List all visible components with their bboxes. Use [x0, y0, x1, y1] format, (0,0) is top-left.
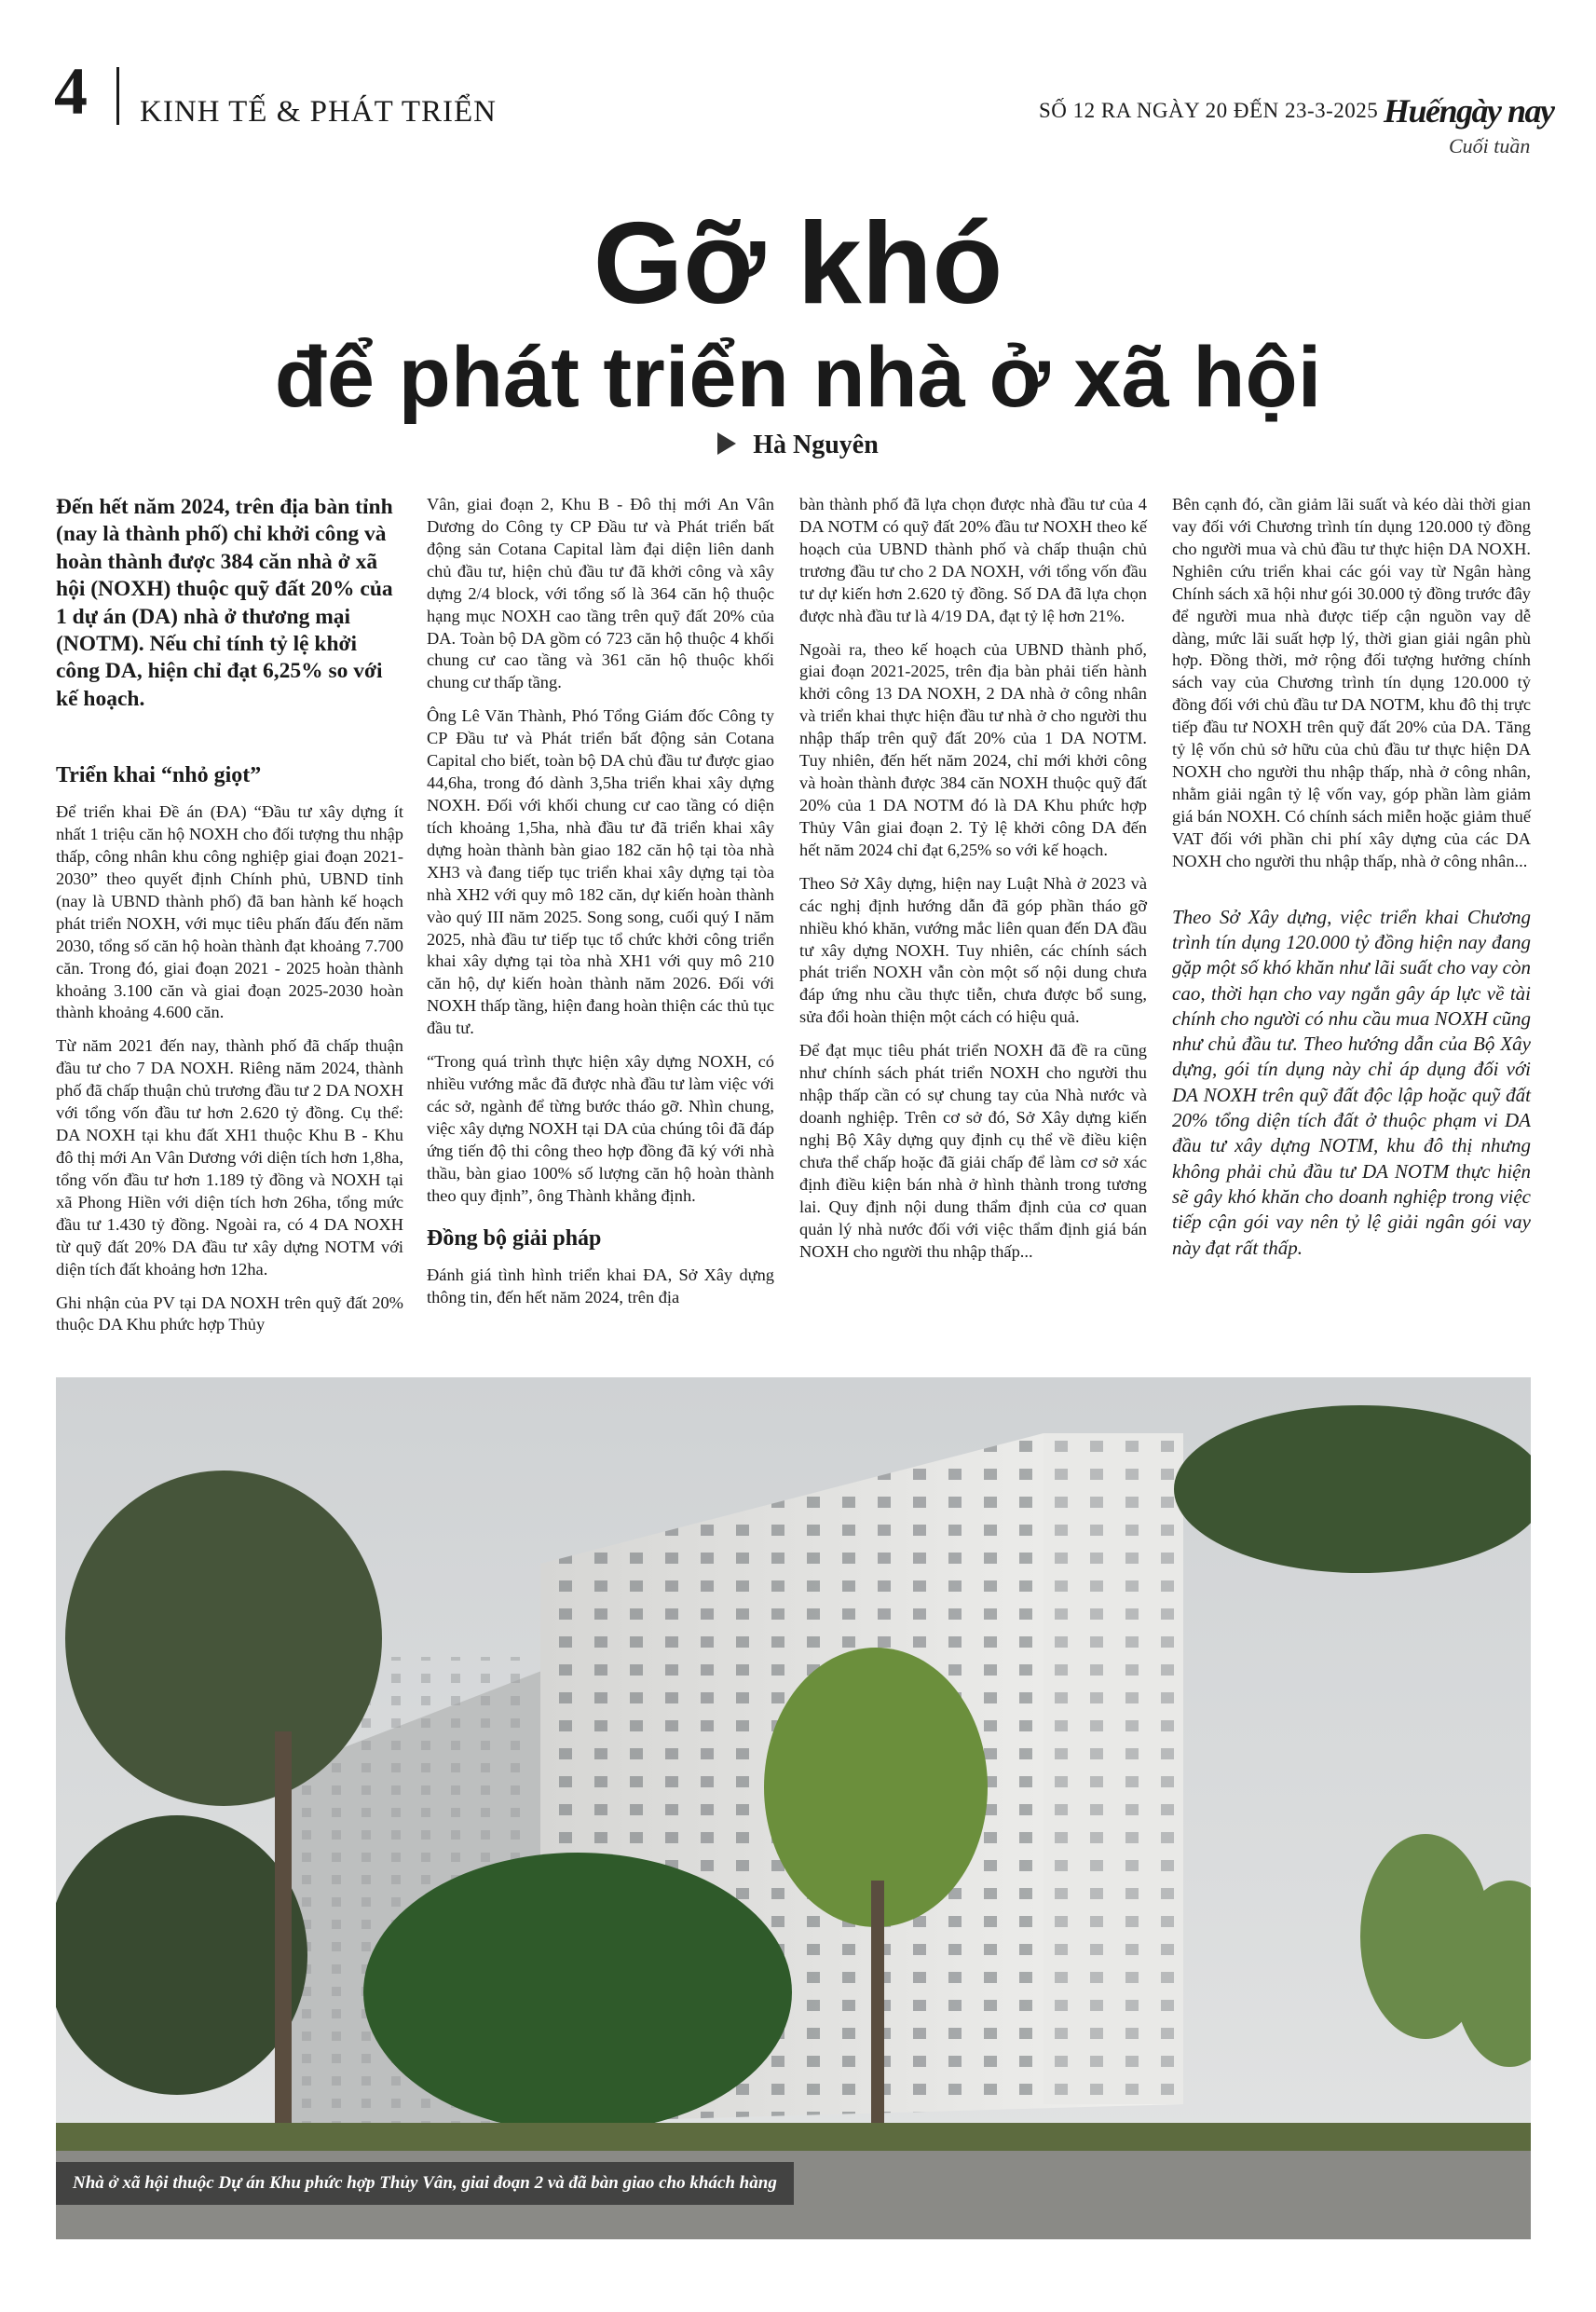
- article-column-2: [427, 494, 774, 1320]
- body-paragraph: Đánh giá tình hình triển khai ĐA, Sở Xây dựng thông tin, đến hết năm 2024, trên địa: [427, 1265, 774, 1306]
- body-paragraph: Ngoài ra, theo kế hoạch của UBND thành phố, giai đoạn 2021-2025, trên địa bàn phải tiến hành khởi công 13 DA NOXH, 2 DA nhà ở công nhân và triển khai thực hiện đầu tư nhà ở cho người thu nhập thấp trên quỹ đất 20% của 1 DA NOTM. Tuy nhiên, đến hết năm 2024, chỉ mới khởi công và hoàn thành được 384 căn NOXH thuộc quỹ đất 20% của 1 DA NOTM đó là DA Khu phức hợp Thủy Vân giai đoạn 2. Tỷ lệ khởi công DA đến hết năm 2024 chỉ đạt 6,25% so với kế hoạch.: [799, 639, 1147, 859]
- photo-caption: Nhà ở xã hội thuộc Dự án Khu phức hợp Thủy Vân, giai đoạn 2 và đã bàn giao cho khách hàng: [56, 2162, 794, 2205]
- issue-info: SỐ 12 RA NGÀY 20 ĐẾN 23-3-2025: [1039, 99, 1379, 122]
- article-photo: [56, 1377, 1531, 2239]
- subheading-1: Triển khai “nhỏ giọt”: [56, 763, 262, 787]
- body-paragraph: “Trong quá trình thực hiện xây dựng NOXH, có nhiều vướng mắc đã được nhà đầu tư làm việc với các sở, ngành để từng bước tháo gỡ. Nhìn chung, việc xây dựng NOXH tại DA của chúng tôi đã đáp ứng tiến độ thi công theo hợp đồng đã ký với nhà thầu, bàn giao 100% số lượng căn hộ hoàn thành theo quy định”, ông Thành khẳng định.: [427, 1052, 774, 1205]
- body-paragraph: Để triển khai Đề án (ĐA) “Đầu tư xây dựng ít nhất 1 triệu căn hộ NOXH cho đối tượng thu nhập thấp, công nhân khu công nghiệp giai đoạn 2021-2030” theo quyết định Chính phủ, UBND tỉnh (nay là UBND thành phố) đã ban hành kế hoạch phát triển NOXH, với mục tiêu phấn đấu đến năm 2030, tổng số căn hộ hoàn thành đạt khoảng 7.700 căn. Trong đó, giai đoạn 2021 - 2025 hoàn thành khoảng 3.100 căn và giai đoạn 2025-2030 hoàn thành khoảng 4.600 căn.: [56, 802, 403, 1022]
- headline-line-2: để phát triển nhà ở xã hội: [274, 330, 1322, 425]
- body-paragraph: Ghi nhận của PV tại DA NOXH trên quỹ đất 20% thuộc DA Khu phức hợp Thủy: [56, 1293, 403, 1334]
- section-title: KINH TẾ & PHÁT TRIỂN: [140, 95, 497, 129]
- pull-quote: Theo Sở Xây dựng, việc triển khai Chương trình tín dụng 120.000 tỷ đồng hiện nay đang gặp một số khó khăn như lãi suất cho vay còn cao, thời hạn cho vay ngắn gây áp lực về tài chính cho người có nhu cầu mua NOXH cũng như chủ đầu tư. Theo hướng dẫn của Bộ Xây dựng, gói tín dụng này chỉ áp dụng đối với DA NOXH trên quỹ đất độc lập hoặc quỹ đất 20% tổng diện tích đất ở thuộc phạm vi DA đầu tư xây dựng NOTM, khu đô thị nhưng không phải chủ đầu tư DA NOTM thực hiện sẽ gây khó khăn cho doanh nghiệp trong việc tiếp cận gói vay nên tỷ lệ giải ngân gói vay này đạt rất thấp.: [1172, 905, 1531, 1259]
- headline-line-1: Gỡ khó: [593, 199, 1003, 328]
- page-number: 4: [54, 54, 88, 129]
- body-paragraph: Vân, giai đoạn 2, Khu B - Đô thị mới An Vân Dương do Công ty CP Đầu tư và Phát triển bất động sản Cotana Capital làm đại diện liên danh chủ đầu tư, hiện chủ đầu tư đã khởi công và xây dựng 2/4 block, với tổng số là 364 căn hộ thuộc hạng mục NOXH cao tầng trên quỹ đất 20% của DA. Toàn bộ DA gồm có 723 căn hộ thuộc 4 khối chung cư cao tầng và 361 căn hộ thuộc khối chung cư thấp tầng.: [427, 495, 774, 692]
- building-photo-illustration: [56, 1377, 1531, 2239]
- play-triangle-icon: [717, 432, 736, 455]
- brand-logo: Huếngày nay: [1384, 92, 1554, 130]
- header-divider: [116, 67, 119, 125]
- body-paragraph: Ông Lê Văn Thành, Phó Tổng Giám đốc Công ty CP Đầu tư và Phát triển bất động sản Cotana Capital cho biết, toàn bộ DA chủ đầu tư được giao 44,6ha, trong đó dành 3,5ha triển khai xây dựng NOXH. Đối với khối chung cư cao tầng có diện tích khoảng 1,5ha, nhà đầu tư đã triển khai xây dựng hoàn thành bàn giao 182 căn hộ tại tòa nhà XH3 và đang tiếp tục triển khai xây dựng tại tòa nhà XH2 với quy mô 182 căn, dự kiến hoàn thành vào quý III năm 2025. Song song, cuối quý I năm 2025, nhà đầu tư tiếp tục tổ chức khởi công triển khai xây dựng tại tòa nhà XH1 với quy mô 210 căn hộ, dự kiến hoàn thành năm 2026. Đối với NOXH thấp tầng, hiện đang hoàn thiện các thủ tục đầu tư.: [427, 706, 774, 1038]
- article-column-1: [56, 494, 403, 1348]
- body-paragraph: Từ năm 2021 đến nay, thành phố đã chấp thuận đầu tư cho 7 DA NOXH. Riêng năm 2024, thành phố đã chấp thuận chủ trương đầu tư 2 DA NOXH với tổng vốn đầu tư hơn 2.620 tỷ đồng. Cụ thể: DA NOXH tại khu đất XH1 thuộc Khu B - Khu đô thị mới An Vân Dương với diện tích hơn 1,8ha, tổng vốn đầu tư hơn 1.189 tỷ đồng và NOXH tại xã Phong Hiền với diện tích hơn 26ha, tổng mức đầu tư 1.430 tỷ đồng. Ngoài ra, có 4 DA NOXH từ quỹ đất 20% DA đầu tư xây dựng NOTM với diện tích đất khoảng hơn 12ha.: [56, 1036, 403, 1279]
- brand-subtitle: Cuối tuần: [1449, 134, 1531, 157]
- author-name: Hà Nguyên: [753, 431, 879, 459]
- subheading-2: Đồng bộ giải pháp: [427, 1225, 602, 1251]
- lead-paragraph: Đến hết năm 2024, trên địa bàn tỉnh (nay là thành phố) chỉ khởi công và hoàn thành được 384 căn nhà ở xã hội (NOXH) thuộc quỹ đất 20% của 1 dự án (DA) nhà ở thương mại (NOTM). Nếu chỉ tính tỷ lệ khởi công DA, hiện chỉ đạt 6,25% so với kế hoạch.: [56, 495, 393, 711]
- body-paragraph: bàn thành phố đã lựa chọn được nhà đầu tư của 4 DA NOTM có quỹ đất 20% đầu tư NOXH theo kế hoạch của UBND thành phố và chấp thuận chủ trương đầu tư cho 2 DA NOXH, với tổng vốn đầu tư dự kiến hơn 2.620 tỷ đồng. Số DA đã lựa chọn được nhà đầu tư là 4/19 DA, đạt tỷ lệ hơn 21%.: [799, 495, 1147, 625]
- body-paragraph: Để đạt mục tiêu phát triển NOXH đã đề ra cũng như chính sách phát triển NOXH cho người thu nhập thấp cần có sự chung tay của Nhà nước và doanh nghiệp. Trên cơ sở đó, Sở Xây dựng kiến nghị Bộ Xây dựng quy định cụ thể về điều kiện chưa thể chấp hoặc đã giải chấp để làm cơ sở xác định điều kiện bán nhà ở hình thành trong tương lai. Quy định nội dung thẩm định của cơ quan quản lý nhà nước đối với việc thẩm định giá bán NOXH cho người thu nhập thấp...: [799, 1041, 1147, 1261]
- byline: [0, 431, 1596, 460]
- article-column-3: [799, 494, 1147, 1274]
- body-paragraph: Bên cạnh đó, cần giảm lãi suất và kéo dài thời gian vay đối với Chương trình tín dụng 120.000 tỷ đồng cho người mua và chủ đầu tư thực hiện DA NOXH. Nghiên cứu triển khai các gói vay từ Ngân hàng Chính sách xã hội như gói 30.000 tỷ đồng trước đây để người mua nhà được tiếp cận nguồn vay dễ dàng, mức lãi suất hợp lý, thời gian giải ngân phù hợp. Đồng thời, mở rộng đối tượng hưởng chính sách vay của Chương trình tín dụng 120.000 tỷ đồng đối với chủ đầu tư DA NOTM, khu đô thị trực tiếp đầu tư NOXH trên quỹ đất 20% của DA. Tăng tỷ lệ vốn chủ sở hữu của chủ đầu tư thực hiện DA NOXH cho người thu nhập thấp, nhà ở công nhân, nhằm giải ngân tỷ lệ vốn vay, góp phần làm giảm giá bán NOXH. Có chính sách miễn hoặc giảm thuế VAT đối với phần chi phí xây dựng của các DA NOXH cho người thu nhập thấp, nhà ở công nhân...: [1172, 495, 1531, 870]
- body-paragraph: Theo Sở Xây dựng, hiện nay Luật Nhà ở 2023 và các nghị định hướng dẫn đã góp phần tháo gỡ nhiều khó khăn, vướng mắc liên quan đến DA đầu tư xây dựng NOXH. Tuy nhiên, các chính sách phát triển NOXH vẫn còn một số nội dung chưa đáp ứng nhu cầu thực tiễn, chưa được bổ sung, sửa đổi hoàn thiện một cách có hiệu quả.: [799, 873, 1147, 1027]
- article-column-4: [1172, 494, 1531, 1272]
